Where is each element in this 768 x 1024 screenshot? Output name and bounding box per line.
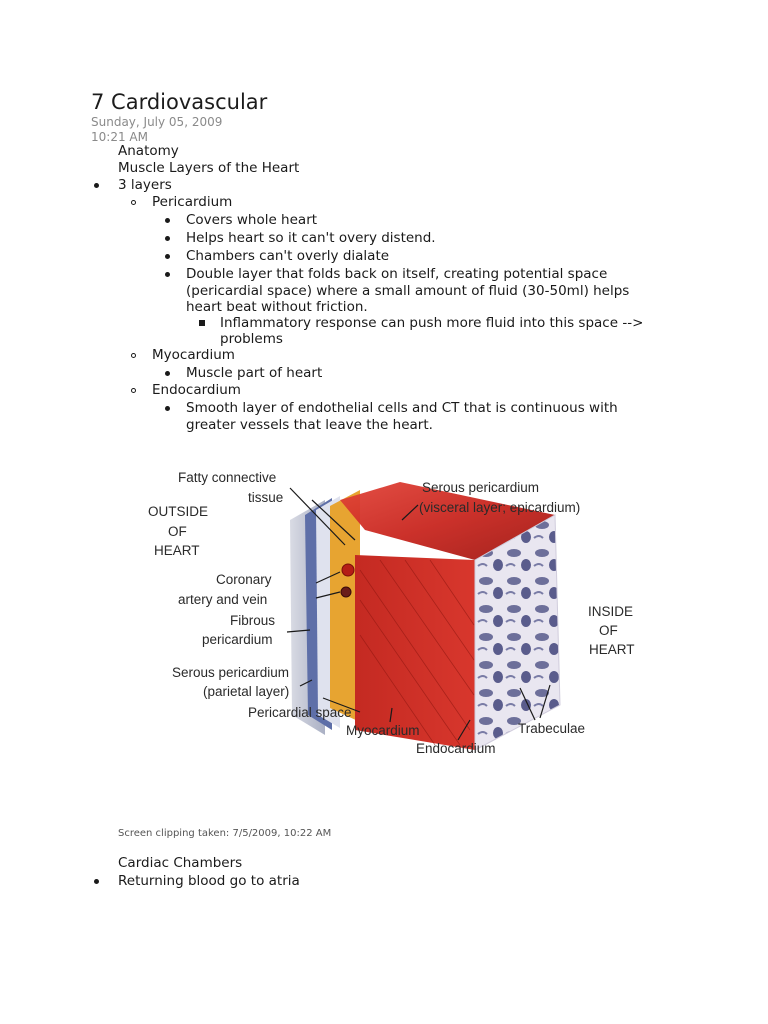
outline-pericardium-1: Covers whole heart: [186, 212, 318, 228]
bullet-disc-icon: [94, 183, 99, 188]
coronary-vein-shape: [341, 587, 351, 597]
page-title: 7 Cardiovascular: [91, 90, 268, 114]
outline-pericardium-4c: heart beat without friction.: [186, 299, 368, 315]
label-endocardium: Endocardium: [416, 741, 496, 756]
outline-inflammatory-b: problems: [220, 331, 283, 347]
coronary-artery-shape: [342, 564, 354, 576]
label-serous-parietal-b: (parietal layer): [203, 684, 290, 699]
outline-endocardium-1b: greater vessels that leave the heart.: [186, 417, 433, 433]
bullet-disc-icon: [165, 272, 170, 277]
bullet-disc-icon: [165, 406, 170, 411]
bullet-circle-icon: [131, 353, 136, 358]
bullet-circle-icon: [131, 200, 136, 205]
label-fibrous-b: pericardium: [202, 632, 273, 647]
heading-cardiac-chambers: Cardiac Chambers: [118, 855, 243, 871]
label-outside-c: HEART: [154, 543, 200, 558]
outline-3-layers: 3 layers: [118, 177, 172, 193]
bullet-disc-icon: [165, 236, 170, 241]
outline-pericardium: Pericardium: [152, 194, 233, 210]
bullet-disc-icon: [165, 254, 170, 259]
note-time: 10:21 AM: [91, 130, 148, 144]
label-coronary-a: Coronary: [216, 572, 272, 587]
heading-anatomy: Anatomy: [118, 143, 179, 159]
label-inside-c: HEART: [589, 642, 635, 657]
bullet-disc-icon: [165, 218, 170, 223]
label-trabeculae: Trabeculae: [518, 721, 586, 736]
label-serous-parietal-a: Serous pericardium: [172, 665, 290, 680]
label-coronary-b: artery and vein: [178, 592, 268, 607]
label-inside-b: OF: [599, 623, 618, 638]
label-fatty-b: tissue: [248, 490, 284, 505]
label-myocardium: Myocardium: [346, 723, 420, 738]
label-outside-b: OF: [168, 524, 187, 539]
label-inside-a: INSIDE: [588, 604, 634, 619]
outline-endocardium-1a: Smooth layer of endothelial cells and CT that is continuous with: [186, 400, 618, 416]
outline-pericardium-4a: Double layer that folds back on itself, creating potential space: [186, 266, 608, 282]
label-pericardial-space: Pericardial space: [248, 705, 352, 720]
heart-wall-svg: [140, 460, 640, 770]
label-serous-visceral-a: Serous pericardium: [422, 480, 540, 495]
outline-inflammatory-a: Inflammatory response can push more fluid into this space -->: [220, 315, 644, 331]
outline-myocardium-1: Muscle part of heart: [186, 365, 323, 381]
label-outside-a: OUTSIDE: [148, 504, 209, 519]
clipping-note: Screen clipping taken: 7/5/2009, 10:22 AM: [118, 828, 332, 839]
bullet-disc-icon: [165, 371, 170, 376]
outline-myocardium: Myocardium: [152, 347, 235, 363]
myocardium-front-shape: [355, 555, 475, 750]
label-fibrous-a: Fibrous: [230, 613, 276, 628]
outline-pericardium-3: Chambers can't overly dialate: [186, 248, 390, 264]
bullet-disc-icon: [94, 879, 99, 884]
label-fatty-a: Fatty connective: [178, 470, 277, 485]
label-serous-visceral-b: (visceral layer; epicardium): [419, 500, 581, 515]
outline-pericardium-4b: (pericardial space) where a small amount of fluid (30-50ml) helps: [186, 283, 630, 299]
outline-returning-blood: Returning blood go to atria: [118, 873, 300, 889]
bullet-square-icon: [199, 320, 205, 326]
bullet-circle-icon: [131, 388, 136, 393]
heart-wall-diagram: [140, 460, 640, 770]
outline-endocardium: Endocardium: [152, 382, 241, 398]
outline-pericardium-2: Helps heart so it can't overy distend.: [186, 230, 436, 246]
note-date: Sunday, July 05, 2009: [91, 115, 223, 129]
heading-muscle-layers: Muscle Layers of the Heart: [118, 160, 300, 176]
